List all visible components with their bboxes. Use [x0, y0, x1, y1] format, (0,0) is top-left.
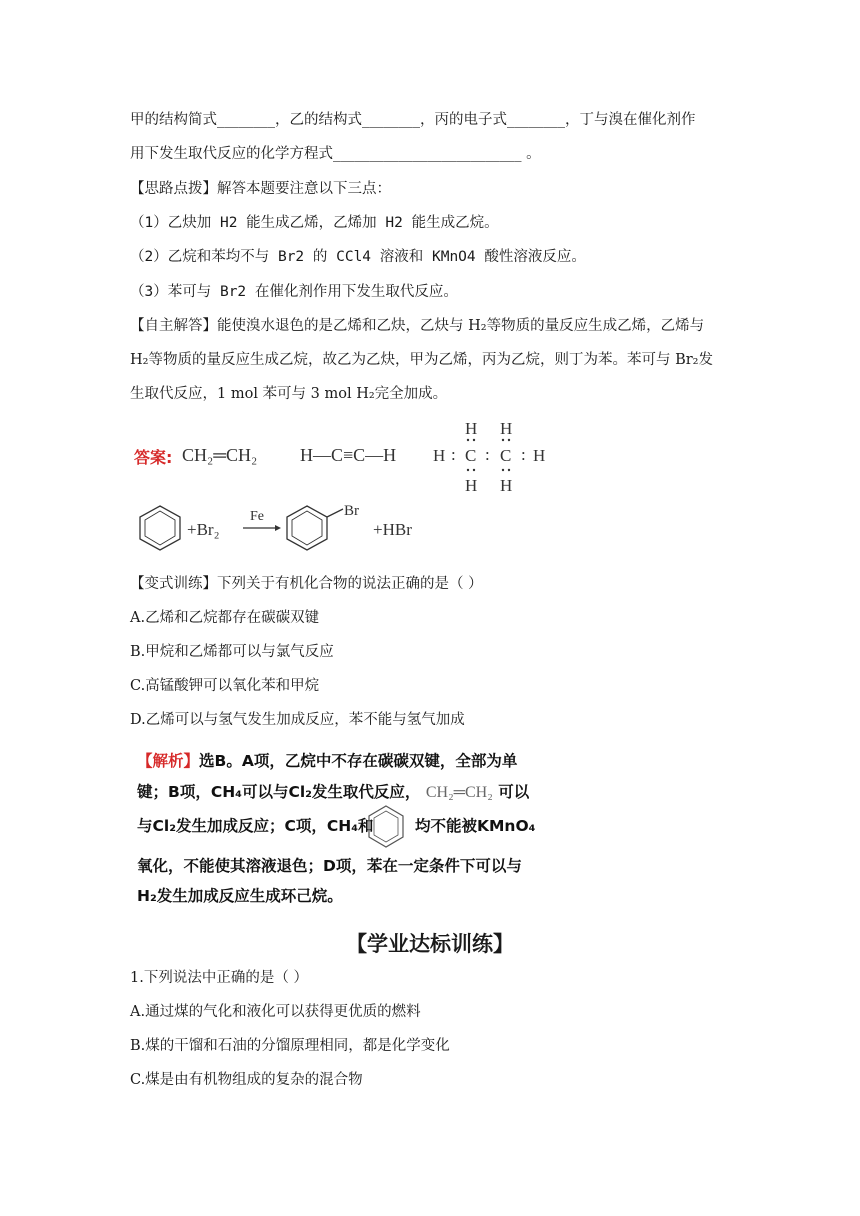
- analysis-line-2: 键；B项，CH₄可以与Cl₂发生取代反应， CH₂═CH₂ 可以: [137, 783, 530, 801]
- reaction-plus-br2: +Br₂: [187, 520, 220, 539]
- analysis-line-4: 氧化，不能使其溶液退色；D项，苯在一定条件下可以与: [137, 857, 522, 875]
- variant-option-d: D.乙烯可以与氢气发生加成反应，苯不能与氢气加成: [130, 712, 465, 728]
- reaction-br: Br: [344, 503, 359, 519]
- ethylene-formula: CH₂═CH₂: [182, 445, 258, 465]
- answer-label: 答案:: [134, 448, 173, 467]
- self-answer-line-2: H₂等物质的量反应生成乙烷，故乙为乙炔，甲为乙烯，丙为乙烷，则丁为苯。苯可与 Br₂发: [130, 352, 713, 368]
- q1-option-c: C.煤是由有机物组成的复杂的混合物: [130, 1072, 363, 1088]
- reaction-catalyst: Fe: [250, 509, 264, 524]
- electron-h-left: H: [433, 446, 446, 465]
- electron-colon-3: :: [521, 445, 526, 464]
- variant-question: 【变式训练】下列关于有机化合物的说法正确的是（ ）: [130, 576, 483, 592]
- section-heading: 【学业达标训练】: [346, 932, 514, 956]
- analysis-label: 【解析】: [137, 752, 200, 770]
- q1-option-b: B.煤的干馏和石油的分馏原理相同，都是化学变化: [130, 1038, 450, 1054]
- variant-option-a: A.乙烯和乙烷都存在碳碳双键: [130, 610, 320, 626]
- electron-c-1: C: [465, 446, 477, 465]
- analysis-line-5: H₂发生加成反应生成环己烷。: [137, 887, 343, 905]
- q1-option-a: A.通过煤的气化和液化可以获得更优质的燃料: [130, 1004, 421, 1020]
- hint-item-1: （1）乙炔加 H2 能生成乙烯，乙烯加 H2 能生成乙烷。: [130, 215, 499, 231]
- electron-h-bottom-1: H: [465, 476, 478, 495]
- reaction-plus-hbr: +HBr: [373, 520, 412, 539]
- variant-option-c: C.高锰酸钾可以氧化苯和甲烷: [130, 678, 320, 694]
- hint-title: 【思路点拨】解答本题要注意以下三点：: [130, 181, 391, 197]
- prev-question-line-2: 用下发生取代反应的化学方程式__________________________ 。: [130, 146, 541, 162]
- analysis-ethylene-formula: CH₂═CH₂: [425, 784, 493, 801]
- electron-colon-2: :: [485, 445, 490, 464]
- ethane-electron-formula: [425, 414, 560, 498]
- benzene-ring-icon: [367, 804, 405, 850]
- self-answer-line-1: 【自主解答】能使溴水退色的是乙烯和乙炔，乙炔与 H₂等物质的量反应生成乙烯，乙烯与: [130, 318, 705, 334]
- electron-colon-1: :: [451, 445, 456, 464]
- electron-h-top-2: H: [500, 419, 513, 438]
- self-answer-line-3: 生取代反应，1 mol 苯可与 3 mol H₂完全加成。: [130, 386, 448, 402]
- analysis-line-1: 【解析】选B。A项，乙烷中不存在碳碳双键，全部为单: [137, 752, 518, 770]
- hint-item-3: （3）苯可与 Br2 在催化剂作用下发生取代反应。: [130, 284, 458, 300]
- acetylene-formula: H—C≡C—H: [300, 445, 397, 465]
- prev-question-line-1: 甲的结构简式________，乙的结构式________，丙的电子式________，丁与溴在催化剂作: [130, 112, 696, 128]
- analysis-line-3b: 均不能被KMnO₄: [415, 817, 536, 835]
- bromination-reaction: [135, 500, 435, 562]
- hint-item-2: （2）乙烷和苯均不与 Br2 的 CCl4 溶液和 KMnO4 酸性溶液反应。: [130, 249, 586, 265]
- electron-h-right: H: [533, 446, 546, 465]
- electron-c-2: C: [500, 446, 512, 465]
- variant-option-b: B.甲烷和乙烯都可以与氯气反应: [130, 644, 334, 660]
- analysis-line-3a: 与Cl₂发生加成反应；C项，CH₄和: [137, 817, 374, 835]
- electron-h-top-1: H: [465, 419, 478, 438]
- q1-question: 1.下列说法中正确的是（ ）: [130, 970, 308, 986]
- electron-h-bottom-2: H: [500, 476, 513, 495]
